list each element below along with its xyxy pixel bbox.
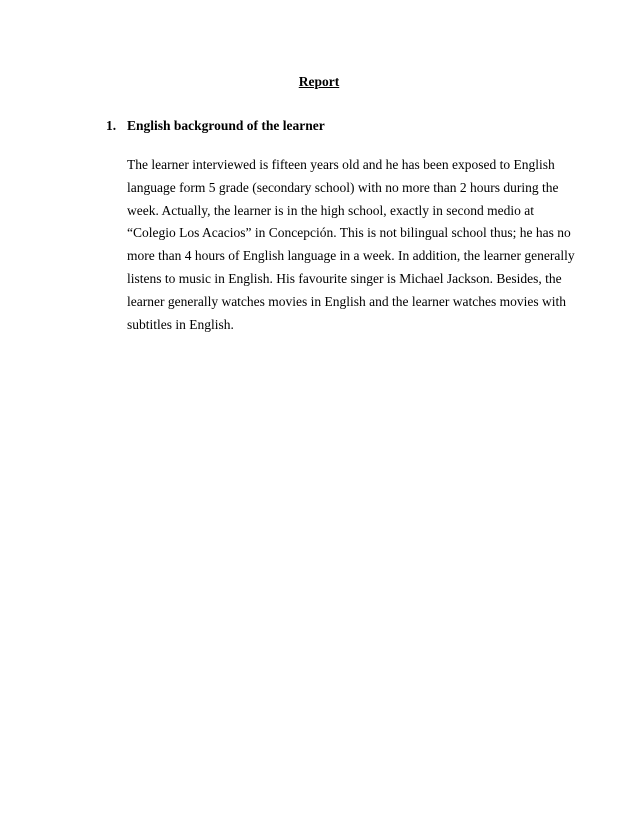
paragraph-line: The learner interviewed is fifteen years old and he has been exposed to English — [127, 157, 555, 172]
section-heading-text: English background of the learner — [127, 118, 325, 133]
paragraph-line: learner generally watches movies in English and the learner watches movies with — [127, 293, 566, 309]
paragraph-line: “Colegio Los Acacios” in Concepción. This is not bilingual school thus; he has no — [127, 225, 571, 241]
paragraph-line: listens to music in English. His favourite singer is Michael Jackson. Besides, the — [127, 270, 562, 286]
section-number: 1. — [106, 118, 117, 133]
section-heading — [106, 117, 325, 135]
paragraph-line: subtitles in English. — [127, 316, 234, 332]
document-title: Report — [298, 74, 340, 89]
section-paragraph — [127, 154, 575, 336]
paragraph-line: week. Actually, the learner is in the high school, exactly in second medio at — [127, 202, 535, 218]
paragraph-line: language form 5 grade (secondary school) with no more than 2 hours during the — [127, 179, 559, 195]
paragraph-line: more than 4 hours of English language in a week. In addition, the learner generally — [127, 248, 575, 264]
